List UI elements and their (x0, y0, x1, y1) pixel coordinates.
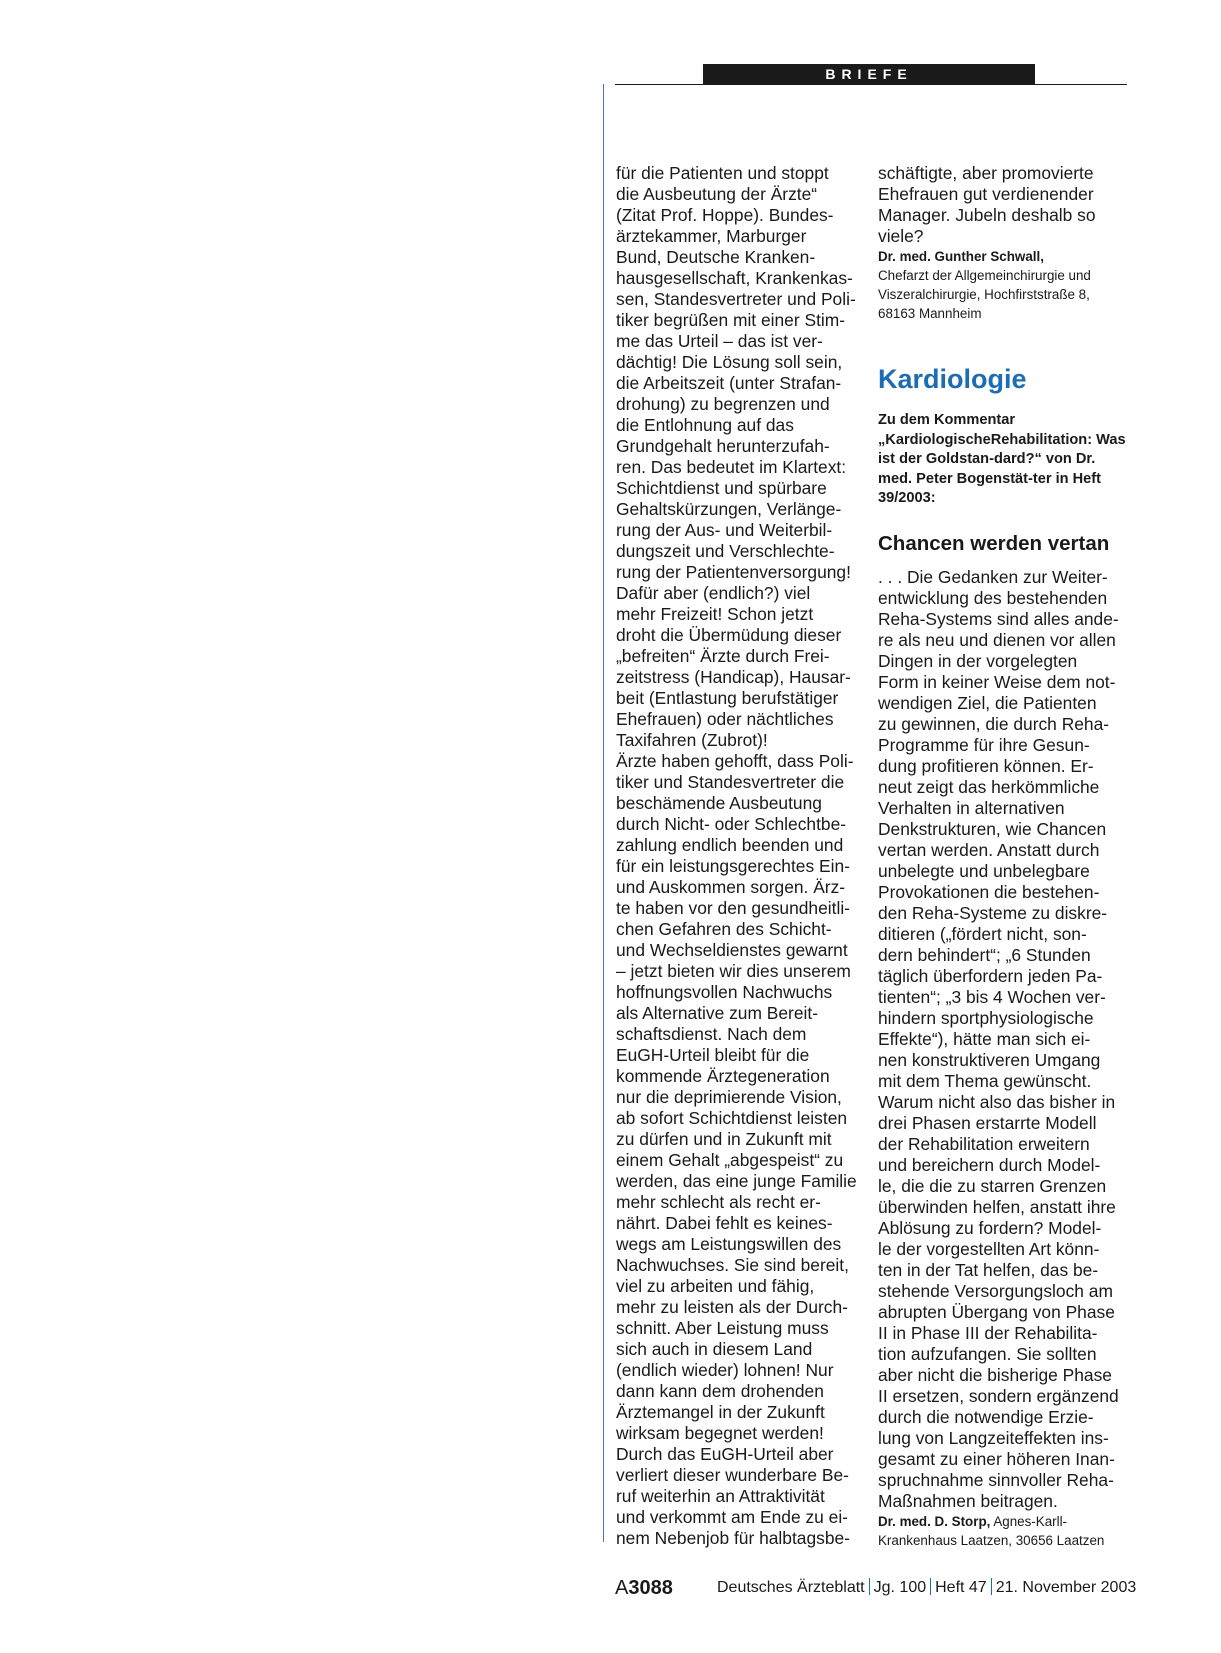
text-line: die Entlohnung auf das (616, 415, 794, 435)
text-line: sen, Standesvertreter und Poli- (616, 289, 856, 309)
text-line: Nachwuchses. Sie sind bereit, (616, 1255, 849, 1275)
text-line: einem Gehalt „abgespeist“ zu (616, 1150, 844, 1170)
text-line: chen Gefahren des Schicht- (616, 919, 832, 939)
letter-text-kardiologie (878, 567, 1128, 1512)
text-line: Taxifahren (Zubrot)! (616, 730, 768, 750)
text-line: dann kann dem drohenden (616, 1381, 824, 1401)
page-prefix: A (615, 1577, 629, 1599)
text-line: die Ausbeutung der Ärzte“ (616, 184, 818, 204)
text-line: rung der Aus- und Weiterbil- (616, 520, 833, 540)
text-line: tion aufzufangen. Sie sollten (878, 1343, 1097, 1364)
text-line: beschämende Ausbeutung (616, 793, 822, 813)
text-line: die Arbeitszeit (unter Strafan- (616, 373, 842, 393)
journal-volume: Jg. 100 (873, 1579, 927, 1596)
text-line: wegs am Leistungswillen des (616, 1234, 842, 1254)
text-line: zahlung endlich beenden und (616, 835, 844, 855)
letter-column-1 (616, 163, 868, 1549)
signature-line: Krankenhaus Laatzen, 30656 Laatzen (878, 1532, 1105, 1548)
signature-line: Agnes-Karll- (990, 1513, 1068, 1529)
text-line: EuGH-Urteil bleibt für die (616, 1045, 810, 1065)
separator (869, 1578, 870, 1595)
text-line: droht die Übermüdung dieser (616, 625, 842, 645)
text-line: nem Nebenjob für halbtagsbe- (616, 1528, 850, 1548)
text-line: abrupten Übergang von Phase (878, 1301, 1115, 1322)
text-line: . . . Die Gedanken zur Weiter- (878, 566, 1108, 587)
header-rule (615, 84, 1127, 85)
text-line: Provokationen die bestehen- (878, 881, 1100, 902)
text-line: entwicklung des bestehenden (878, 587, 1108, 608)
text-line: drohung) zu begrenzen und (616, 394, 830, 414)
text-line: sich auch in diesem Land (616, 1339, 813, 1359)
text-line: und Wechseldienstes gewarnt (616, 940, 848, 960)
text-line: le, die die zu starren Grenzen (878, 1175, 1107, 1196)
text-line: Verhalten in alternativen (878, 797, 1065, 818)
text-line: den Reha-Systeme zu diskre- (878, 902, 1108, 923)
text-line: durch die notwendige Erzie- (878, 1406, 1094, 1427)
page-number-value: 3088 (628, 1577, 673, 1599)
text-line: tiker und Standesvertreter die (616, 772, 845, 792)
text-line: Dafür aber (endlich?) viel (616, 583, 811, 603)
text-line: wendigen Ziel, die Patienten (878, 692, 1097, 713)
footer-info (717, 1578, 1136, 1598)
signature-line: 68163 Mannheim (878, 306, 982, 321)
text-line: Dingen in der vorgelegten (878, 650, 1078, 671)
text-line: werden, das eine junge Familie (616, 1171, 857, 1191)
text-line: dungszeit und Verschlechte- (616, 541, 835, 561)
text-line: als Alternative zum Bereit- (616, 1003, 819, 1023)
text-line: Form in keiner Weise dem not- (878, 671, 1116, 692)
text-line: dächtig! Die Lösung soll sein, (616, 352, 843, 372)
text-line: mehr Freizeit! Schon jetzt (616, 604, 814, 624)
page-number (615, 1578, 673, 1598)
text-line: gesamt zu einer höheren Inan- (878, 1448, 1115, 1469)
text-line: durch Nicht- oder Schlechtbe- (616, 814, 847, 834)
journal-date: 21. November 2003 (995, 1579, 1137, 1596)
text-line: dung profitieren können. Er- (878, 755, 1094, 776)
text-line: (endlich wieder) lohnen! Nur (616, 1360, 834, 1380)
text-line: Manager. Jubeln deshalb so (878, 205, 1096, 225)
text-line: II in Phase III der Rehabilita- (878, 1322, 1098, 1343)
signature-name: Dr. med. D. Storp, (878, 1513, 991, 1529)
text-line: ten in der Tat helfen, das be- (878, 1259, 1099, 1280)
text-line: Ehefrauen gut verdienender (878, 184, 1094, 204)
text-line: neut zeigt das herkömmliche (878, 776, 1100, 797)
text-line: Durch das EuGH-Urteil aber (616, 1444, 834, 1464)
text-line: für die Patienten und stoppt (616, 163, 829, 183)
text-line: und bereichern durch Model- (878, 1154, 1101, 1175)
text-line: me das Urteil – das ist ver- (616, 331, 823, 351)
text-line: schaftsdienst. Nach dem (616, 1024, 807, 1044)
signature-line: Chefarzt der Allgemeinchirurgie und (878, 268, 1091, 283)
text-line: Ärztemangel in der Zukunft (616, 1402, 825, 1422)
text-line: mit dem Thema gewünscht. (878, 1070, 1092, 1091)
text-line: aber nicht die bisherige Phase (878, 1364, 1112, 1385)
text-line: ren. Das bedeutet im Klartext: (616, 457, 847, 477)
text-line: Ablösung zu fordern? Model- (878, 1217, 1102, 1238)
text-line: mehr schlecht als recht er- (616, 1192, 821, 1212)
text-line: II ersetzen, sondern ergänzend (878, 1385, 1119, 1406)
text-line: Effekte“), hätte man sich ei- (878, 1028, 1091, 1049)
signature-storp (878, 1512, 1128, 1550)
text-line: Warum nicht also das bisher in (878, 1091, 1116, 1112)
text-line: beit (Entlastung berufstätiger (616, 688, 839, 708)
text-line: Maßnahmen beitragen. (878, 1490, 1058, 1511)
text-line: verliert dieser wunderbare Be- (616, 1465, 849, 1485)
text-line: Schichtdienst und spürbare (616, 478, 827, 498)
text-line: Zu dem Kommentar „Kardiologische (878, 412, 1016, 448)
text-line: dard?“ von Dr. med. Peter Bogenstät- (878, 451, 1096, 487)
letter-text-continued (878, 163, 1128, 247)
text-line: hoffnungsvollen Nachwuchs (616, 982, 833, 1002)
text-line: tiker begrüßen mit einer Stim- (616, 310, 846, 330)
text-line: und Auskommen sorgen. Ärz- (616, 877, 846, 897)
text-line: mehr zu leisten als der Durch- (616, 1297, 848, 1317)
text-line: schnitt. Aber Leistung muss (616, 1318, 829, 1338)
text-line: für ein leistungsgerechtes Ein- (616, 856, 850, 876)
text-line: viel zu arbeiten und fähig, (616, 1276, 815, 1296)
text-line: te haben vor den gesundheitli- (616, 898, 850, 918)
text-line: lung von Langzeiteffekten ins- (878, 1427, 1109, 1448)
text-line: unbelegte und unbelegbare (878, 860, 1090, 881)
signature-line: Viszeralchirurgie, Hochfirststraße 8, (878, 287, 1090, 302)
text-line: ab sofort Schichtdienst leisten (616, 1108, 848, 1128)
signature-schwall (878, 247, 1128, 323)
text-line: Programme für ihre Gesun- (878, 734, 1090, 755)
text-line: hindern sportphysiologische (878, 1007, 1094, 1028)
reference-lead (878, 411, 1128, 509)
text-line: Grundgehalt herunterzufah- (616, 436, 830, 456)
text-line: zu gewinnen, die durch Reha- (878, 713, 1110, 734)
text-line: kommende Ärztegeneration (616, 1066, 830, 1086)
separator (930, 1578, 931, 1595)
section-kicker: Kardiologie (878, 364, 1027, 394)
text-line: (Zitat Prof. Hoppe). Bundes- (616, 205, 834, 225)
text-line: täglich überfordern jeden Pa- (878, 965, 1103, 986)
text-line: – jetzt bieten wir dies unserem (616, 961, 851, 981)
text-line: Ärzte haben gehofft, dass Poli- (616, 751, 854, 771)
text-line: ditieren („fördert nicht, son- (878, 923, 1087, 944)
letter-headline: Chancen werden vertan (878, 531, 1110, 555)
text-line: Denkstrukturen, wie Chancen (878, 818, 1107, 839)
text-line: und verkommt am Ende zu ei- (616, 1507, 848, 1527)
text-line: nur die deprimierende Vision, (616, 1087, 842, 1107)
text-line: viele? (878, 226, 924, 246)
text-line: Bund, Deutsche Kranken- (616, 247, 816, 267)
text-line: vertan werden. Anstatt durch (878, 839, 1100, 860)
text-line: drei Phasen erstarrte Modell (878, 1112, 1097, 1133)
text-line: Rehabilitation: Was ist der Goldstan- (878, 431, 1126, 467)
section-header: BRIEFE (703, 64, 1035, 85)
text-line: nen konstruktiveren Umgang (878, 1049, 1101, 1070)
signature-name: Dr. med. Gunther Schwall, (878, 249, 1044, 264)
text-line: wirksam begegnet werden! (616, 1423, 824, 1443)
text-line: ter in Heft 39/2003: (878, 470, 1101, 506)
text-line: Ehefrauen) oder nächtliches (616, 709, 834, 729)
text-line: der Rehabilitation erweitern (878, 1133, 1090, 1154)
journal-name: Deutsches Ärzteblatt (717, 1579, 865, 1596)
text-line: schäftigte, aber promovierte (878, 163, 1094, 183)
text-line: stehende Versorgungsloch am (878, 1280, 1113, 1301)
text-line: „befreiten“ Ärzte durch Frei- (616, 646, 830, 666)
text-line: Reha-Systems sind alles ande- (878, 608, 1119, 629)
text-line: dern behindert“; „6 Stunden (878, 944, 1091, 965)
text-line: nährt. Dabei fehlt es keines- (616, 1213, 833, 1233)
letter-column-2 (878, 163, 1128, 1550)
text-line: ruf weiterhin an Attraktivität (616, 1486, 825, 1506)
text-line: rung der Patientenversorgung! (616, 562, 851, 582)
text-line: spruchnahme sinnvoller Reha- (878, 1469, 1114, 1490)
text-line: Gehaltskürzungen, Verlänge- (616, 499, 842, 519)
text-line: le der vorgestellten Art könn- (878, 1238, 1100, 1259)
text-line: zu dürfen und in Zukunft mit (616, 1129, 832, 1149)
text-line: ärztekammer, Marburger (616, 226, 807, 246)
text-line: zeitstress (Handicap), Hausar- (616, 667, 851, 687)
text-line: hausgesellschaft, Krankenkas- (616, 268, 853, 288)
separator (991, 1578, 992, 1595)
text-line: tienten“; „3 bis 4 Wochen ver- (878, 986, 1106, 1007)
column-rule (603, 84, 604, 1542)
text-line: re als neu und dienen vor allen (878, 629, 1116, 650)
text-line: überwinden helfen, anstatt ihre (878, 1196, 1116, 1217)
journal-issue: Heft 47 (935, 1579, 987, 1596)
